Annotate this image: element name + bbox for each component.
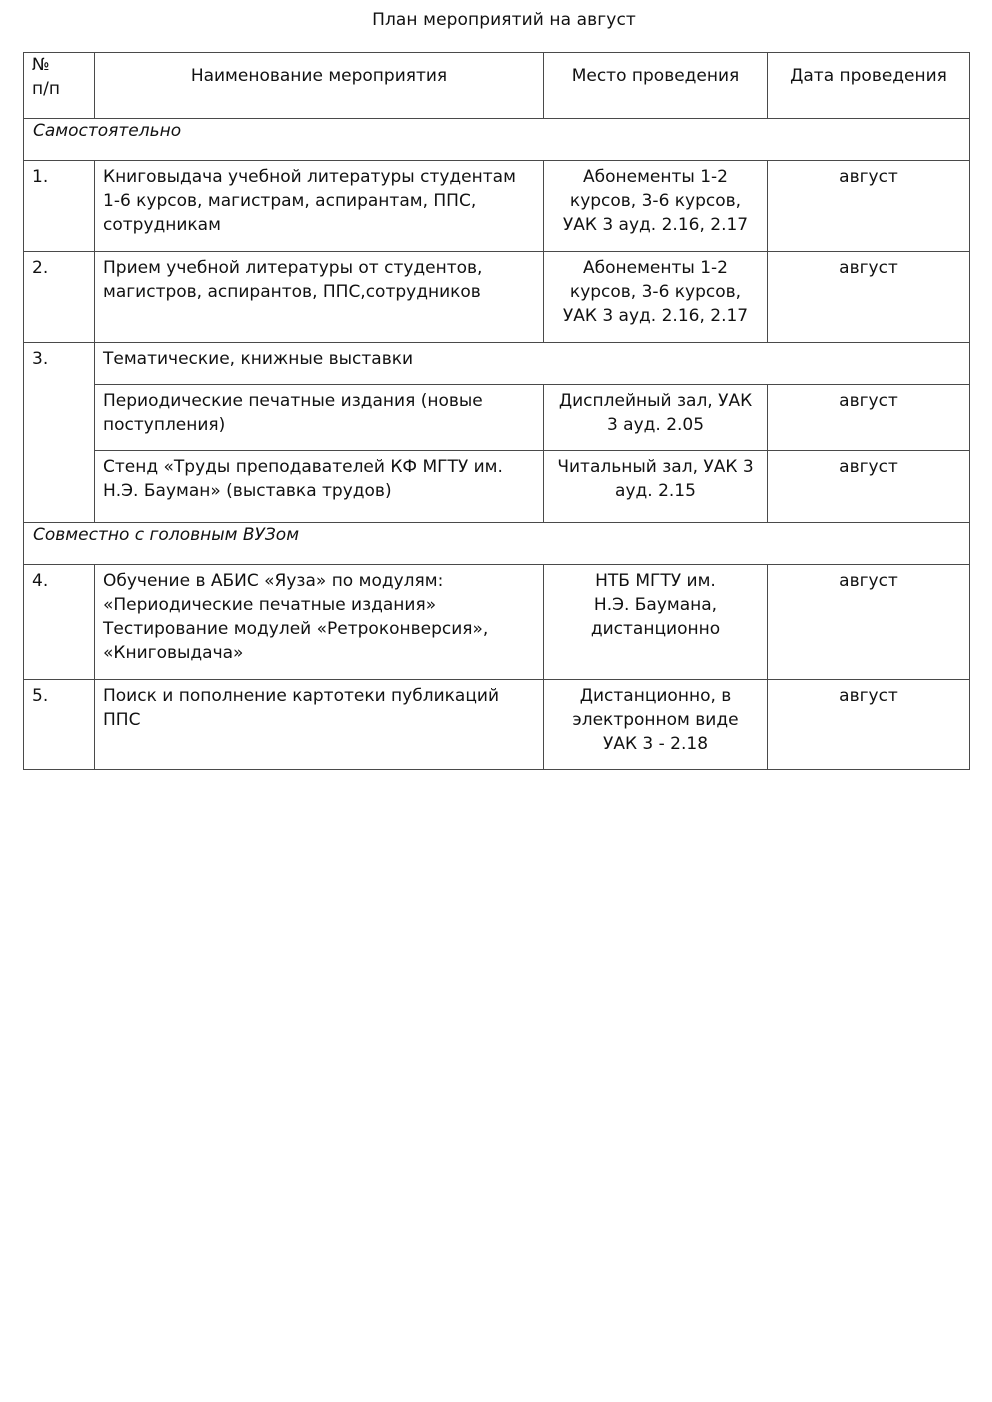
event-name: Стенд «Труды преподавателей КФ МГТУ им. Н.Э. Бауман» (выставка трудов): [95, 451, 544, 523]
header-number-abbr: п/п: [32, 79, 60, 99]
table-row: [24, 252, 970, 343]
header-number: [24, 53, 95, 119]
section-row-joint: [24, 523, 970, 565]
event-name-line: Обучение в АБИС «Яуза» по модулям:: [103, 571, 444, 591]
table-row: [24, 451, 970, 523]
event-name: Прием учебной литературы от студентов, магистров, аспирантов, ППС,сотрудников: [95, 252, 544, 343]
event-date: август: [768, 252, 970, 343]
document-title: План мероприятий на август: [372, 10, 636, 30]
section-label: Совместно с головным ВУЗом: [24, 523, 970, 565]
table-row: [24, 161, 970, 252]
event-date: август: [768, 565, 970, 680]
event-name: Книговыдача учебной литературы студентам 1-6 курсов, магистрам, аспирантам, ППС, сотрудникам: [95, 161, 544, 252]
venue-line: Дистанционно, в электронном виде: [572, 686, 739, 730]
venue-line: Н.Э. Баумана,: [593, 595, 718, 615]
event-name: Поиск и пополнение картотеки публикаций ППС: [95, 680, 544, 770]
table-row: [24, 385, 970, 451]
row-number: 2.: [24, 252, 95, 343]
venue-line: дистанционно: [590, 619, 721, 639]
header-date: Дата проведения: [768, 53, 970, 119]
event-name-line: Тестирование модулей «Ретроконверсия», «Книговыдача»: [103, 619, 489, 663]
event-venue: Читальный зал, УАК 3 ауд. 2.15: [544, 451, 768, 523]
event-venue: [544, 680, 768, 770]
header-event-name: Наименование мероприятия: [95, 53, 544, 119]
row-number: 3.: [24, 343, 95, 523]
event-venue: [544, 565, 768, 680]
section-label: Самостоятельно: [24, 119, 970, 161]
exhibitions-title: Тематические, книжные выставки: [95, 343, 970, 385]
header-venue: Место проведения: [544, 53, 768, 119]
event-name-line: «Периодические печатные издания»: [103, 595, 437, 615]
header-number-symbol: №: [32, 55, 50, 75]
event-venue: Абонементы 1-2 курсов, 3-6 курсов, УАК 3 ауд. 2.16, 2.17: [544, 161, 768, 252]
section-row-independent: [24, 119, 970, 161]
table-row-group-header: [24, 343, 970, 385]
events-table: [23, 52, 970, 770]
event-name: [95, 565, 544, 680]
event-date: август: [768, 161, 970, 252]
event-date: август: [768, 385, 970, 451]
table-row: [24, 680, 970, 770]
event-venue: Абонементы 1-2 курсов, 3-6 курсов, УАК 3 ауд. 2.16, 2.17: [544, 252, 768, 343]
row-number: 4.: [24, 565, 95, 680]
table-row: [24, 565, 970, 680]
row-number: 1.: [24, 161, 95, 252]
row-number: 5.: [24, 680, 95, 770]
event-date: август: [768, 451, 970, 523]
venue-line: УАК 3 - 2.18: [602, 734, 709, 754]
event-venue: Дисплейный зал, УАК 3 ауд. 2.05: [544, 385, 768, 451]
table-header-row: [24, 53, 970, 119]
event-name: Периодические печатные издания (новые поступления): [95, 385, 544, 451]
venue-line: НТБ МГТУ им.: [595, 571, 716, 591]
event-date: август: [768, 680, 970, 770]
